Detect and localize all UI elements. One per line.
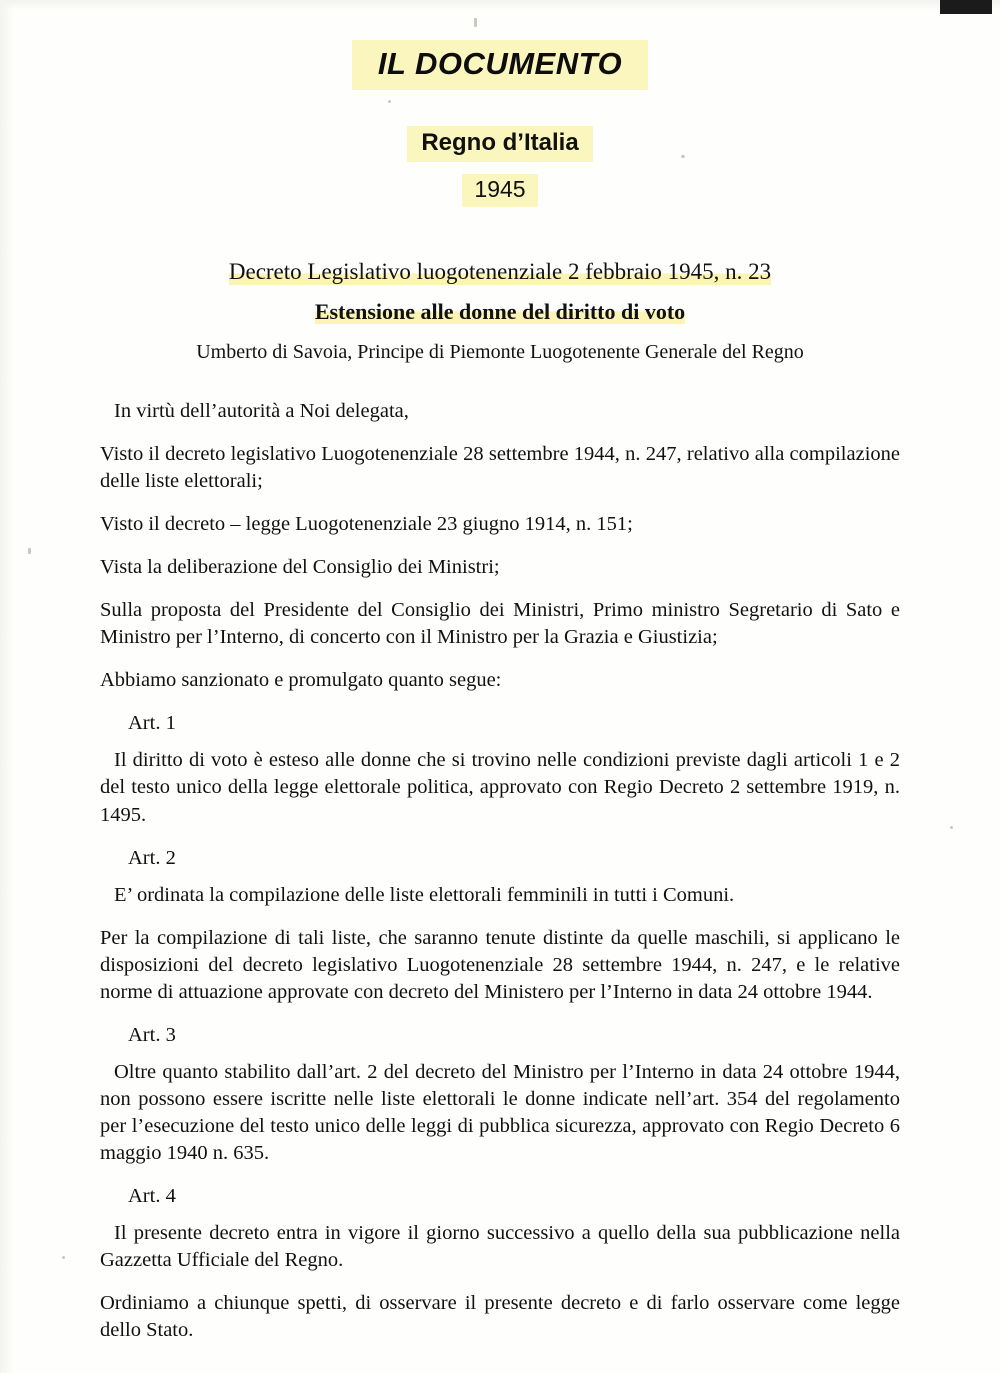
preamble-paragraph: Abbiamo sanzionato e promulgato quanto segue: [100,669,502,692]
scan-speck [28,548,31,554]
article-label: Art. 4 [128,1185,176,1208]
reign-heading-text: Regno d’Italia [407,126,592,162]
reign-heading [100,126,900,162]
issuing-authority: Umberto di Savoia, Principe di Piemonte Luogotenente Generale del Regno [196,341,804,363]
preamble-paragraph: In virtù dell’autorità a Noi delegata, [114,400,409,422]
article-text: Il diritto di voto è esteso alle donne che si trovino nelle condizioni previste dagli articoli 1 e 2 del testo unico della legge elettorale politica, approvato con Regio Decreto 2 settembre 1919, n. 1495. [100,749,900,826]
preamble-paragraph: Vista la deliberazione del Consiglio dei Ministri; [100,556,500,579]
document-banner-text: IL DOCUMENTO [352,40,648,90]
decree-reference-text: Decreto Legislativo luogotenenziale 2 febbraio 1945, n. 23 [228,259,772,284]
document-body [100,398,900,1344]
scan-speck [62,1256,65,1259]
article-label: Art. 2 [128,846,176,869]
article-text: E’ ordinata la compilazione delle liste elettorali femminili in tutti i Comuni. [114,883,735,906]
closing-paragraph: Ordiniamo a chiunque spetti, di osservare il presente decreto e di farlo osservare come legge dello Stato. [100,1292,900,1342]
scan-edge-left [0,0,14,1373]
decree-title-text: Estensione alle donne del diritto di voto [314,299,686,324]
scan-corner-mark [940,0,992,14]
preamble-paragraph: Visto il decreto – legge Luogotenenziale 23 giugno 1914, n. 151; [100,513,633,536]
preamble-paragraph: Sulla proposta del Presidente del Consiglio dei Ministri, Primo ministro Segretario di Sato e Ministro per l’Interno, di concerto con il Ministro per la Grazia e Giustizia; [100,599,900,649]
preamble-paragraph: Visto il decreto legislativo Luogotenenziale 28 settembre 1944, n. 247, relativo alla compilazione delle liste elettorali; [100,443,900,493]
article-text: Il presente decreto entra in vigore il giorno successivo a quello della sua pubblicazione nella Gazzetta Ufficiale del Regno. [100,1222,900,1272]
article-label: Art. 1 [128,712,176,735]
decree-title [100,299,900,325]
article-text: Oltre quanto stabilito dall’art. 2 del decreto del Ministro per l’Interno in data 24 ottobre 1944, non possono essere iscritte nelle liste elettorali le donne indicate nell’art. 354 del regolamento per l’esecuzione del testo unico delle leggi di pubblica sicurezza, approvato con Regio Decreto 6 maggio 1940 n. 635. [100,1060,900,1164]
year-heading-text: 1945 [462,174,537,207]
year-heading [100,174,900,207]
decree-reference [100,259,900,285]
article-label: Art. 3 [128,1023,176,1046]
document-content [100,0,900,1360]
scan-speck [950,826,953,829]
document-banner [100,40,900,90]
article-text-continued: Per la compilazione di tali liste, che saranno tenute distinte da quelle maschili, si applicano le disposizioni del decreto legislativo Luogotenenziale 28 settembre 1944, n. 247, e le relative norme di attuazione approvate con decreto del Ministero per l’Interno in data 24 ottobre 1944. [100,926,900,1003]
